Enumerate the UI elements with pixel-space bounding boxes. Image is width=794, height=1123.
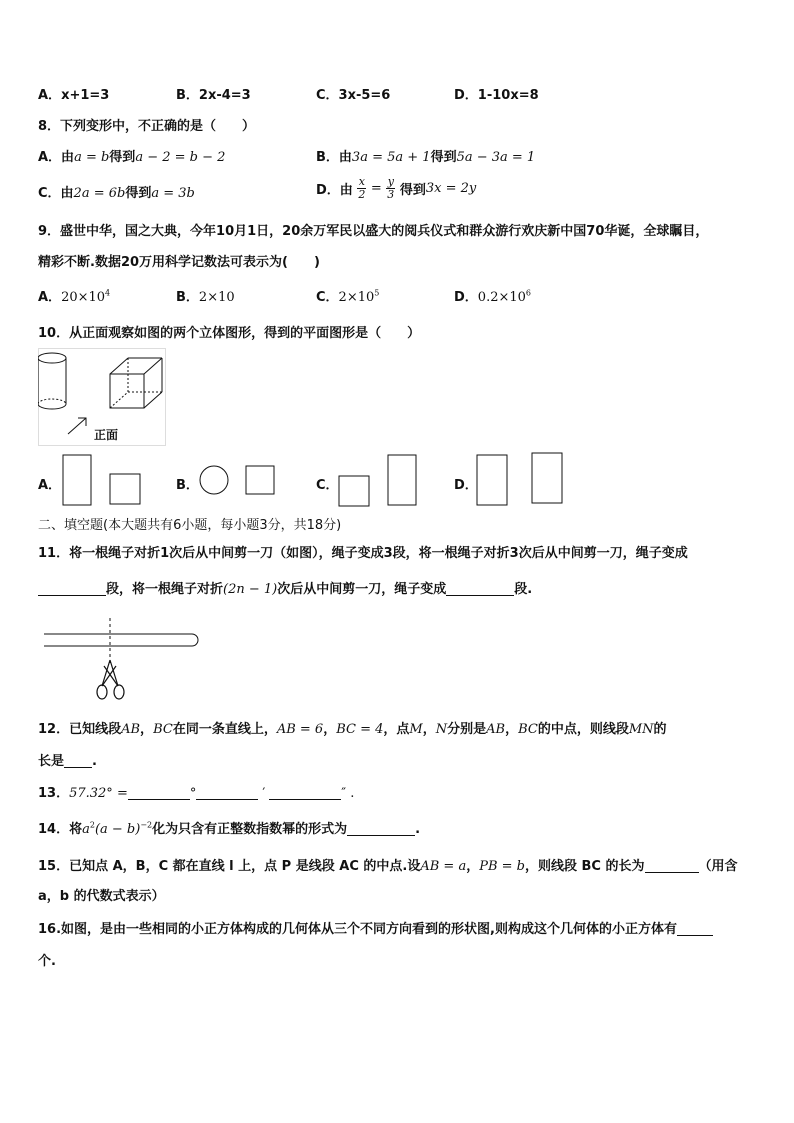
answer-blank[interactable]: [347, 821, 415, 836]
q9-option-a: A．$20\times 10^4$: [38, 288, 111, 305]
cylinder-shape: [38, 353, 66, 409]
q10-option-c-figure: [338, 452, 420, 508]
q10-stem: 10．从正面观察如图的两个立体图形，得到的平面图形是（ ）: [38, 326, 421, 341]
answer-blank[interactable]: [64, 753, 92, 768]
fraction-x-over-2: $\frac{x}{2}$: [358, 175, 366, 201]
q10-option-a-figure: [62, 452, 144, 508]
answer-blank[interactable]: [196, 785, 258, 800]
answer-blank[interactable]: [677, 921, 713, 936]
section-heading: 二、填空题(本大题共有6小题，每小题3分，共18分): [38, 518, 342, 533]
q8-stem: 8．下列变形中，不正确的是（ ）: [38, 119, 256, 134]
q7-option-d: D．1-10x=8: [454, 88, 539, 103]
square: [339, 476, 369, 506]
tall-rectangle: [477, 455, 507, 505]
q9-option-c: C．$2\times 10^5$: [316, 288, 380, 305]
q16-line2: 个.: [38, 954, 56, 969]
q9-option-d: D．$0.2\times 10^6$: [454, 288, 531, 305]
q10-option-b-label: B．: [176, 478, 199, 493]
q13-line: 13．57.32° = ° ′ ″ .: [38, 786, 355, 801]
square: [110, 474, 140, 504]
q10-solids-figure: [38, 348, 166, 446]
q9-line2: 精彩不断.数据20万用科学记数法可表示为( ): [38, 255, 320, 270]
q11-line1: 11．将一根绳子对折1次后从中间剪一刀（如图），绳子变成3段，将一根绳子对折3次后从中间剪一刀，绳子变成: [38, 546, 688, 561]
q10-option-a-label: A．: [38, 478, 62, 493]
q14-line: 14．将$a^2(a - b)^{-2}$化为只含有正整数指数幂的形式为 .: [38, 820, 421, 837]
q8-option-b: B．由3a = 5a + 1得到5a − 3a = 1: [316, 150, 536, 165]
q8-option-d: D．由 $\frac{x}{2}$ = $\frac{y}{3}$ 得到3x = 2y: [316, 175, 477, 201]
q15-line2: a，b 的代数式表示）: [38, 889, 165, 904]
q9-line1: 9．盛世中华，国之大典，今年10月1日，20余万军民以盛大的阅兵仪式和群众游行欢庆新中国70华诞，全球瞩目，: [38, 224, 709, 239]
tall-rectangle: [388, 455, 416, 505]
answer-blank[interactable]: [128, 785, 190, 800]
q7-option-a: A．x+1=3: [38, 88, 110, 103]
cube-shape: [110, 358, 162, 408]
answer-blank[interactable]: [645, 858, 699, 873]
q10-option-c-label: C．: [316, 478, 339, 493]
q9-option-b: B．2×10: [176, 290, 235, 305]
q8-option-a: A．由a = b得到a − 2 = b − 2: [38, 150, 226, 165]
answer-blank[interactable]: [269, 785, 341, 800]
tall-rectangle: [532, 453, 562, 503]
scissors-icon: [97, 660, 124, 699]
front-label: 正面: [94, 428, 119, 442]
q11-line2: 段，将一根绳子对折(2n − 1)次后从中间剪一刀，绳子变成 段.: [38, 578, 532, 597]
tall-rectangle: [63, 455, 91, 505]
folded-rope: [44, 634, 198, 646]
q12-line2: 长是 .: [38, 754, 97, 769]
q12-line1: 12．已知线段AB，BC在同一条直线上，AB = 6，BC = 4，点M，N分别是AB，BC的中点，则线段MN的: [38, 722, 667, 737]
q10-option-b-figure: [198, 462, 280, 498]
q7-option-b: B．2x-4=3: [176, 88, 251, 103]
fraction-y-over-3: $\frac{y}{3}$: [387, 175, 395, 201]
circle: [200, 466, 228, 494]
q7-option-c: C．3x-5=6: [316, 88, 391, 103]
q16-line1: 16.如图，是由一些相同的小正方体构成的几何体从三个不同方向看到的形状图,则构成这个几何体的小正方体有: [38, 918, 713, 937]
answer-blank[interactable]: [446, 581, 514, 596]
arrow-icon: [68, 418, 86, 434]
answer-blank[interactable]: [38, 581, 106, 596]
q10-option-d-figure: [476, 450, 566, 508]
q11-rope-figure: [42, 614, 204, 704]
square: [246, 466, 274, 494]
q15-line1: 15．已知点 A，B，C 都在直线 l 上，点 P 是线段 AC 的中点.设AB = a，PB = b，则线段 BC 的长为 （用含: [38, 859, 738, 874]
q8-option-c: C．由2a = 6b得到a = 3b: [38, 186, 195, 201]
q10-option-d-label: D．: [454, 478, 478, 493]
